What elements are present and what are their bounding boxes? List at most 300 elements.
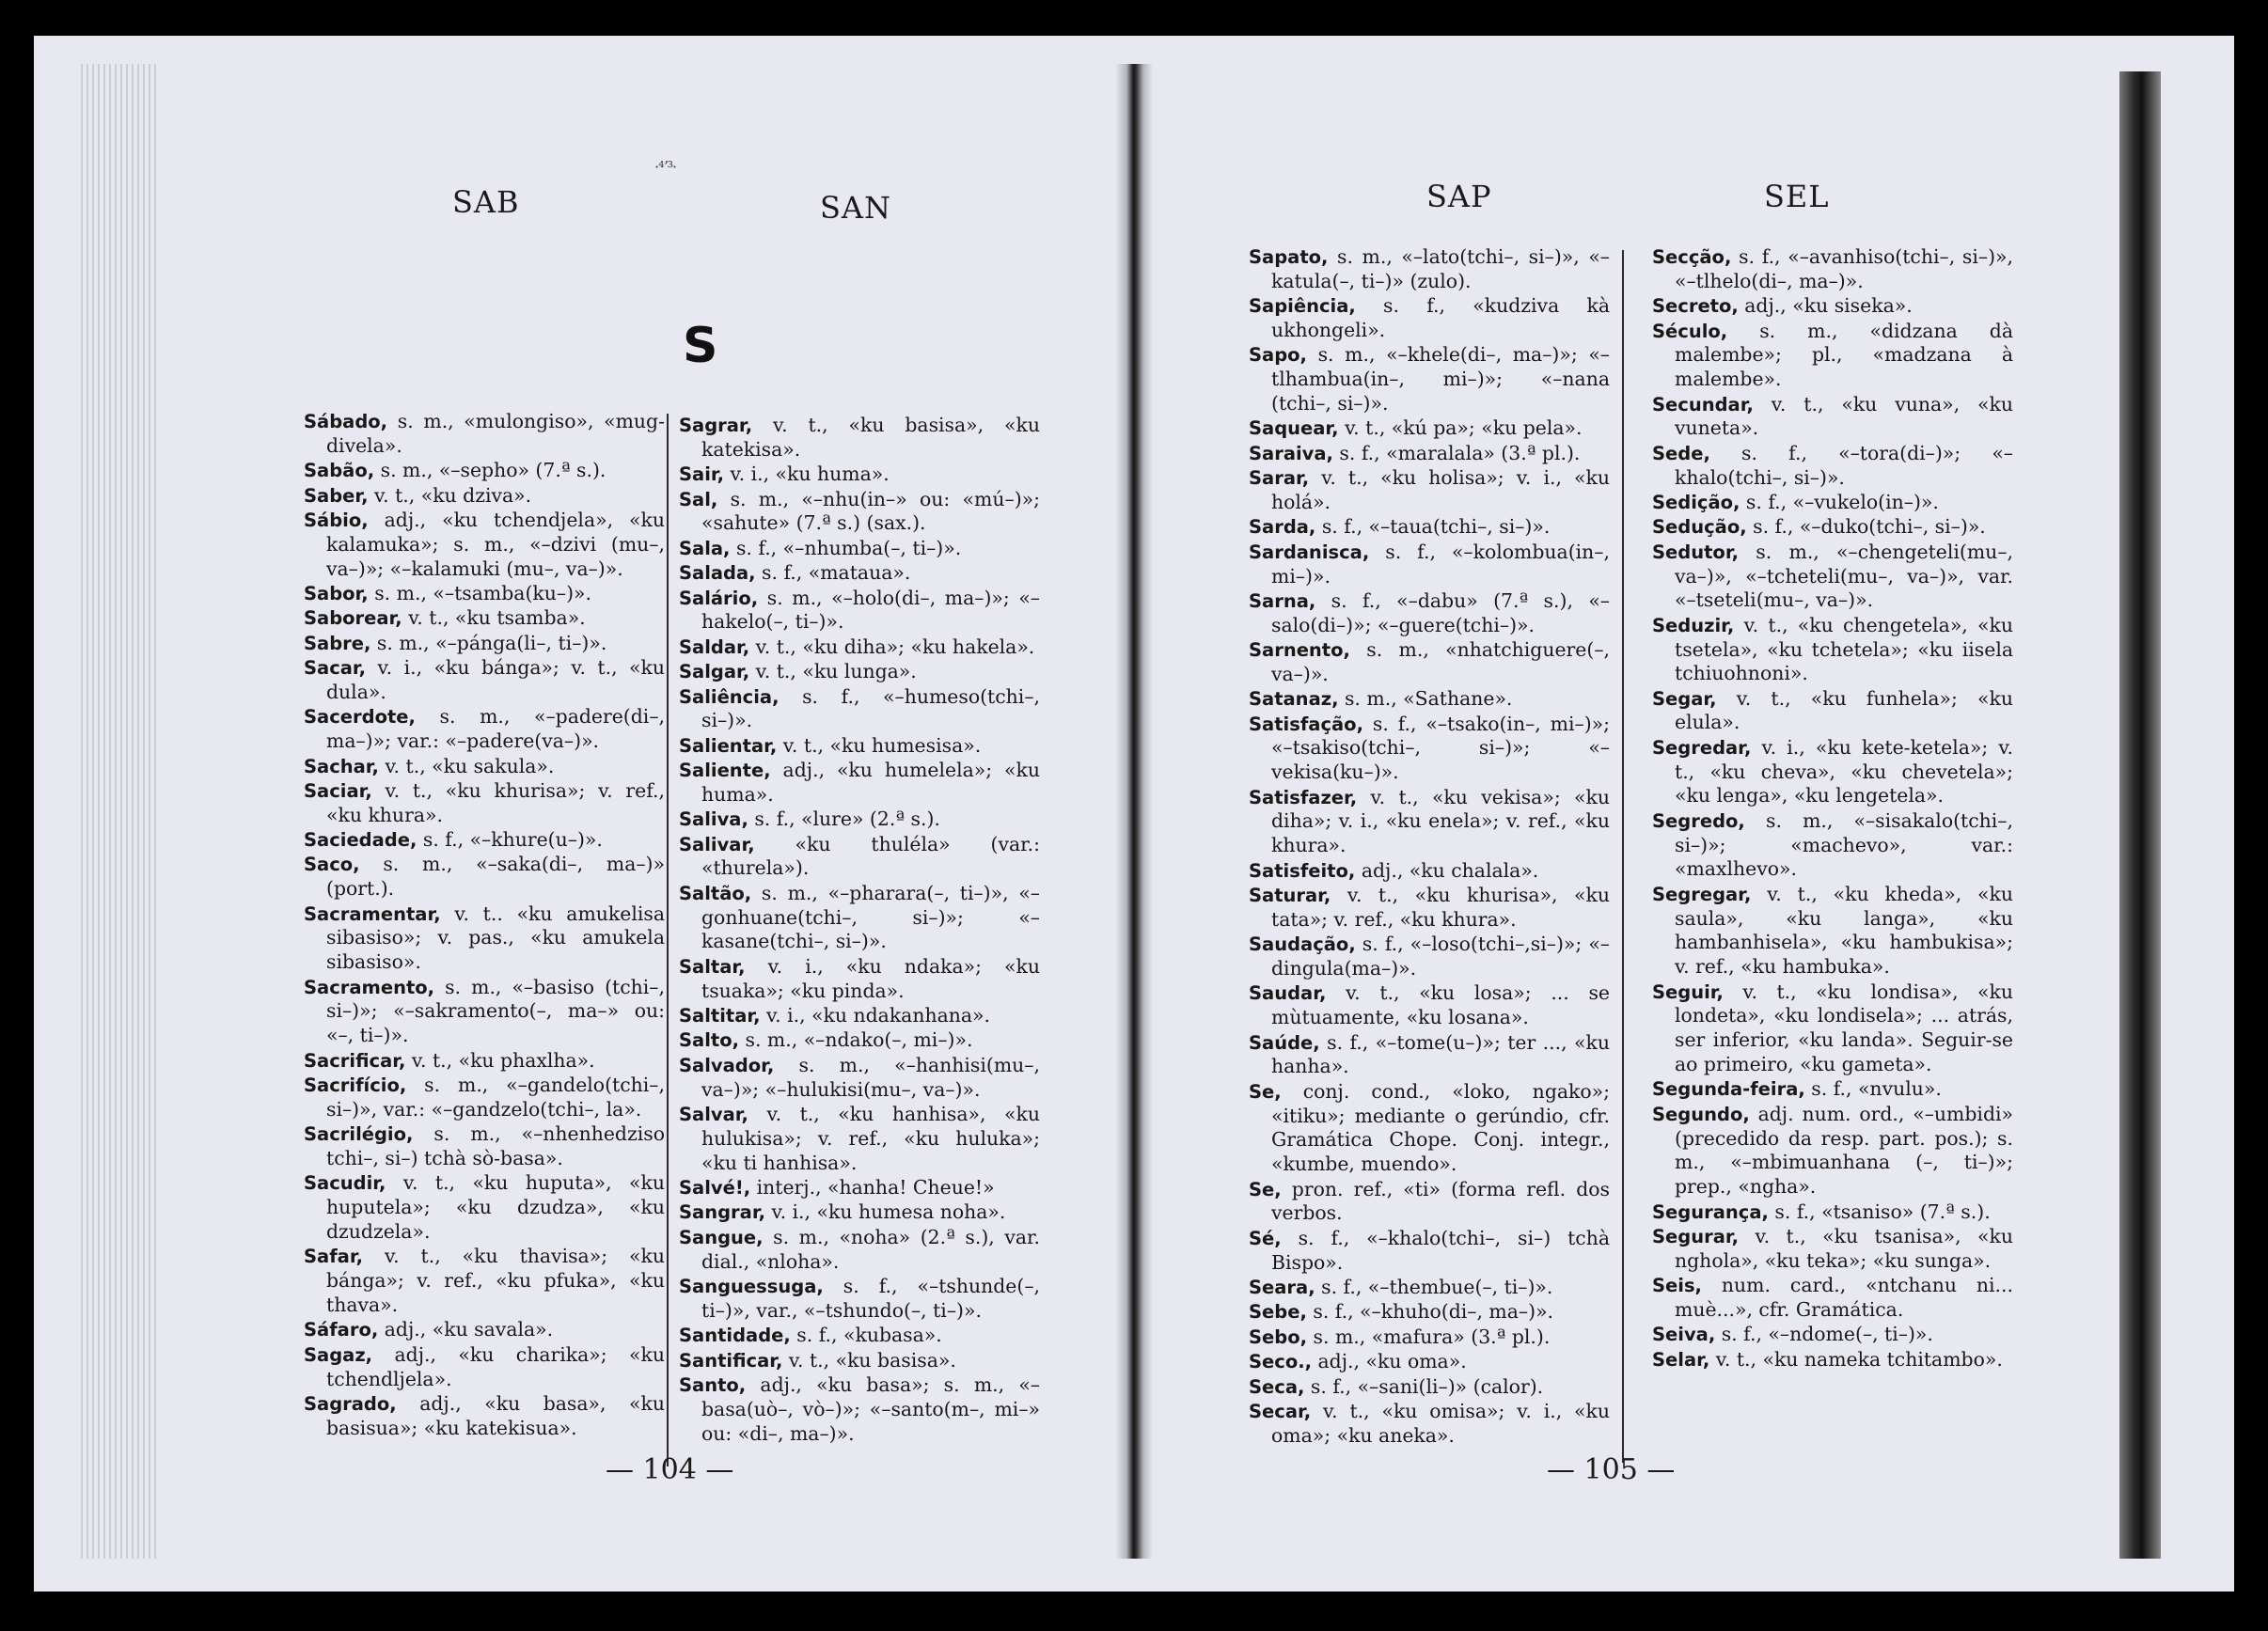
- dictionary-entry: [1652, 1348, 2013, 1372]
- entry-definition: s. m., «mafura» (3.ª pl.).: [1307, 1325, 1551, 1348]
- dictionary-entry: [679, 734, 1040, 759]
- entry-headword: Sagaz,: [304, 1343, 373, 1366]
- entry-headword: Saco,: [304, 854, 360, 876]
- entry-headword: Saltitar,: [679, 1005, 761, 1027]
- dictionary-entry: [679, 1324, 1040, 1348]
- dictionary-entry: [304, 632, 665, 656]
- dictionary-entry: [1249, 1300, 1610, 1325]
- running-head-right: SEL: [1764, 179, 1830, 214]
- entry-definition: s. f., «maralala» (3.ª pl.).: [1332, 441, 1581, 464]
- dictionary-entry: [1652, 320, 2013, 392]
- entry-definition: v. t., «ku kheda», «ku saula», «ku langa», «ku hambanhisela», «ku hambukisa»; v. ref., «ku hambuka».: [1675, 882, 2013, 979]
- page-number-104: — 104 —: [606, 1453, 734, 1486]
- dictionary-entry: [1652, 442, 2013, 491]
- entry-headword: Saudar,: [1249, 982, 1327, 1005]
- entry-headword: Sacrifício,: [304, 1074, 407, 1097]
- dictionary-entry: [679, 1349, 1040, 1373]
- entry-headword: Saraiva,: [1249, 442, 1333, 464]
- entry-headword: Sacramento,: [304, 976, 435, 998]
- dictionary-entry: [304, 755, 665, 779]
- entry-headword: Sala,: [679, 537, 731, 559]
- entry-definition: s. f., «–duko(tchi–, si–)».: [1746, 515, 1986, 539]
- entry-headword: Sábio,: [304, 509, 369, 531]
- entry-definition: adj., «ku basa», «ku basisua»; «ku katekisua».: [326, 1391, 665, 1439]
- entry-headword: Satanaz,: [1249, 688, 1339, 711]
- entry-definition: s. f., «–taua(tchi–, si–)».: [1315, 515, 1551, 539]
- dictionary-entry: [1652, 614, 2013, 686]
- entry-definition: s. f., «–thembue(–, ti–)».: [1315, 1275, 1553, 1298]
- entry-definition: v. t., «ku sakula».: [378, 754, 555, 777]
- dictionary-entry: [1249, 294, 1610, 343]
- dictionary-entry: [1249, 343, 1610, 416]
- entry-definition: «ku thuléla» (var.: «thurela»).: [701, 832, 1040, 880]
- dictionary-entry: [679, 1226, 1040, 1275]
- dictionary-entry: [304, 606, 665, 631]
- entry-definition: s. m., «–sepho» (7.ª s.).: [374, 459, 606, 482]
- entry-headword: Sábado,: [304, 411, 388, 432]
- entry-definition: adj., «ku charika»; «ku tchendljela».: [326, 1342, 665, 1390]
- entry-definition: s. m., «–pánga(li–, ti–)».: [370, 631, 607, 654]
- entry-headword: Segunda-feira,: [1652, 1078, 1805, 1101]
- running-head-left: SAB: [452, 184, 520, 220]
- dictionary-entry: [304, 459, 665, 483]
- entry-headword: Sacudir,: [304, 1172, 386, 1195]
- dictionary-entry: [1249, 466, 1610, 515]
- dictionary-entry: [1249, 1350, 1610, 1374]
- entry-headword: Saber,: [304, 484, 369, 507]
- entry-headword: Seiva,: [1652, 1324, 1716, 1346]
- entry-definition: s. m., «–basiso (tchi–, si–)»; «–sakramento(–, ma–» ou: «–, ti–)».: [326, 975, 665, 1047]
- entry-headword: Sede,: [1652, 442, 1710, 464]
- entry-headword: Sebo,: [1249, 1325, 1308, 1348]
- dictionary-entry: [1652, 1225, 2013, 1274]
- dictionary-entry: [1652, 294, 2013, 319]
- dictionary-entry: [1249, 687, 1610, 712]
- dictionary-entry: [304, 1318, 665, 1342]
- dictionary-entry: [304, 853, 665, 902]
- dictionary-entry: [679, 759, 1040, 808]
- scanned-book-spread: [34, 36, 2234, 1592]
- entry-definition: s. f., «kudziva kà ukhongeli».: [1271, 294, 1610, 341]
- entry-definition: v. t., «ku phaxlha».: [405, 1048, 595, 1072]
- entry-definition: v. t., «ku nameka tchitambo».: [1709, 1347, 2003, 1371]
- entry-definition: s. f., «–sani(li–)» (calor).: [1304, 1374, 1544, 1398]
- dictionary-entry: [1249, 713, 1610, 785]
- entry-definition: v. t., «ku tsanisa», «ku nghola», «ku teka»; «ku sunga».: [1675, 1224, 2013, 1272]
- entry-definition: v. t., «ku huputa», «ku huputela»; «ku dzudza», «ku dzudzela».: [326, 1171, 665, 1243]
- entry-definition: s. f., «–tsako(in–, mi–)»; «–tsakiso(tchi–, si–)»; «–vekisa(ku–)».: [1271, 712, 1610, 784]
- entry-definition: adj., «ku basa»; s. m., «–basa(uò–, vò–)»; «–santo(m–, mi–» ou: «di–, ma–)».: [701, 1372, 1040, 1445]
- entry-headword: Sabre,: [304, 632, 371, 654]
- dictionary-entry: [1249, 416, 1610, 441]
- entry-headword: Salto,: [679, 1029, 740, 1052]
- entry-definition: v. t., «ku omisa»; v. i., «ku oma»; «ku aneka».: [1271, 1399, 1610, 1447]
- entry-headword: Sangue,: [679, 1226, 764, 1248]
- entry-headword: Satisfazer,: [1249, 786, 1358, 808]
- dictionary-entry: [1249, 541, 1610, 589]
- dictionary-entry: [679, 1054, 1040, 1103]
- dictionary-entry: [679, 1275, 1040, 1324]
- dictionary-entry: [679, 660, 1040, 684]
- entry-definition: pron. ref., «ti» (forma refl. dos verbos.: [1271, 1177, 1610, 1225]
- dictionary-entry: [304, 976, 665, 1048]
- entry-definition: s. f., «–ndome(–, ti–)».: [1715, 1323, 1933, 1346]
- dictionary-entry: [1652, 736, 2013, 808]
- entry-headword: Sacar,: [304, 657, 367, 680]
- dictionary-entry: [1652, 687, 2013, 736]
- dictionary-entry: [1652, 980, 2013, 1077]
- dictionary-entry: [1249, 786, 1610, 858]
- entry-headword: Secundar,: [1652, 393, 1754, 416]
- entry-headword: Se,: [1249, 1080, 1282, 1103]
- entry-definition: s. m., «didzana dà malembe»; pl., «madzana à malembe».: [1675, 319, 2013, 391]
- entry-definition: v. t., «ku vekisa»; «ku diha»; v. i., «ku enela»; v. ref., «ku khura».: [1271, 785, 1610, 857]
- entry-definition: v. t., «ku hanhisa», «ku hulukisa»; v. ref., «ku huluka»; «ku ti hanhisa».: [701, 1103, 1040, 1174]
- entry-definition: s. m., «–lato(tchi–, si–)», «–katula(–, ti–)» (zulo).: [1271, 245, 1610, 292]
- entry-headword: Sebe,: [1249, 1301, 1307, 1324]
- running-head-right: SAN: [820, 190, 892, 226]
- dictionary-entry: [679, 882, 1040, 954]
- entry-definition: v. t., «ku dziva».: [368, 483, 532, 507]
- dictionary-entry: [1249, 981, 1610, 1030]
- entry-headword: Sachar,: [304, 755, 379, 777]
- dictionary-entry: [1652, 883, 2013, 980]
- dictionary-entry: [1652, 809, 2013, 882]
- entry-headword: Safar,: [304, 1246, 364, 1268]
- right-page-column-1: [1249, 245, 1610, 1449]
- dictionary-entry: [1652, 1103, 2013, 1200]
- dictionary-entry: [1652, 491, 2013, 515]
- right-page: [1129, 36, 2234, 1592]
- entry-headword: Saltão,: [679, 882, 752, 904]
- entry-headword: Saltar,: [679, 955, 746, 978]
- entry-definition: s. f., «–tora(di–)»; «–khalo(tchi–, si–)».: [1675, 441, 2013, 489]
- entry-headword: Secção,: [1652, 246, 1732, 268]
- entry-headword: Saudação,: [1249, 933, 1356, 956]
- entry-headword: Sanguessuga,: [679, 1275, 824, 1297]
- entry-headword: Saúde,: [1249, 1031, 1320, 1054]
- dictionary-entry: [1249, 933, 1610, 981]
- entry-definition: s. m., «–padere(di–, ma–)»; var.: «–padere(va–)».: [326, 705, 665, 753]
- entry-headword: Seco.,: [1249, 1351, 1313, 1373]
- entry-headword: Se,: [1249, 1178, 1282, 1200]
- entry-definition: s. m., «noha» (2.ª s.), var. dial., «nloha».: [701, 1225, 1040, 1273]
- dictionary-entry: [679, 537, 1040, 561]
- left-page: [34, 36, 1129, 1592]
- entry-headword: Sarar,: [1249, 467, 1310, 490]
- entry-definition: v. t., «ku lunga».: [749, 660, 917, 683]
- entry-headword: Sabão,: [304, 460, 375, 482]
- entry-definition: s. m., «–ndako(–, mi–)».: [739, 1028, 973, 1052]
- dictionary-entry: [1652, 541, 2013, 613]
- entry-definition: s. m., «–nhu(in–» ou: «mú–)»; «sahute» (7.ª s.) (sax.).: [701, 487, 1040, 535]
- entry-definition: s. m., «–hanhisi(mu–, va–)»; «–hulukisi(mu–, va–)».: [701, 1053, 1040, 1101]
- entry-headword: Sáfaro,: [304, 1319, 379, 1341]
- dictionary-entry: [1249, 1325, 1610, 1350]
- entry-headword: Saldar,: [679, 635, 750, 658]
- entry-definition: adj., «ku savala».: [378, 1318, 554, 1341]
- entry-definition: v. t.. «ku amukelisa sibasiso»; v. pas., «ku amukela sibasiso».: [326, 902, 665, 974]
- entry-headword: Sedutor,: [1652, 541, 1739, 563]
- entry-headword: Sardanisca,: [1249, 541, 1370, 563]
- entry-headword: Saliente,: [679, 760, 771, 782]
- dictionary-entry: [1249, 884, 1610, 933]
- entry-headword: Sedição,: [1652, 491, 1740, 513]
- entry-definition: adj., «ku humelela»; «ku huma».: [701, 759, 1040, 806]
- section-letter: S: [683, 318, 718, 374]
- entry-definition: s. m., «–khele(di–, ma–)»; «–tlhambua(in–, mi–)»; «–nana (tchi–, si–)».: [1271, 343, 1610, 415]
- dictionary-entry: [1249, 859, 1610, 884]
- entry-headword: Sedução,: [1652, 516, 1747, 539]
- entry-definition: s. f., «nvulu».: [1804, 1077, 1942, 1101]
- entry-headword: Sapiência,: [1249, 295, 1356, 318]
- running-head-left: SAP: [1426, 179, 1492, 214]
- entry-definition: v. t., «ku basisa», «ku katekisa».: [701, 414, 1040, 461]
- dictionary-entry: [304, 1245, 665, 1317]
- entry-definition: v. i., «ku ndakanhana».: [760, 1004, 991, 1027]
- entry-definition: s. m., «–sisakalo(tchi–, si–)»; «machevo», var.: «maxlhevo».: [1675, 808, 2013, 881]
- dictionary-entry: [304, 1122, 665, 1171]
- entry-headword: Saliência,: [679, 685, 780, 708]
- entry-headword: Selar,: [1652, 1348, 1710, 1371]
- entry-headword: Segundo,: [1652, 1103, 1750, 1125]
- entry-headword: Segregar,: [1652, 883, 1752, 905]
- entry-headword: Sarda,: [1249, 516, 1316, 539]
- dictionary-entry: [679, 808, 1040, 832]
- entry-definition: s. f., «–avanhiso(tchi–, si–)», «–tlhelo(di–, ma–)».: [1675, 245, 2013, 292]
- entry-definition: num. card., «ntchanu ni... muè...», cfr. Gramática.: [1675, 1274, 2013, 1321]
- dictionary-entry: [1249, 1276, 1610, 1300]
- dictionary-entry: [1652, 1077, 2013, 1102]
- entry-definition: s. f., «–tome(u–)»; ter ..., «ku hanha».: [1271, 1030, 1610, 1078]
- dictionary-entry: [679, 587, 1040, 635]
- entry-definition: v. i., «ku bánga»; v. t., «ku dula».: [326, 656, 665, 703]
- entry-headword: Sacrilégio,: [304, 1123, 414, 1146]
- dictionary-entry: [679, 463, 1040, 487]
- entry-headword: Santo,: [679, 1373, 747, 1396]
- dictionary-entry: [679, 561, 1040, 586]
- entry-definition: adj., «ku siseka».: [1738, 294, 1913, 318]
- entry-headword: Segredar,: [1652, 736, 1752, 759]
- dictionary-entry: [304, 656, 665, 705]
- entry-definition: s. f., «–nhumba(–, ti–)».: [730, 536, 962, 559]
- entry-headword: Segredo,: [1652, 809, 1745, 832]
- dictionary-entry: [1652, 245, 2013, 294]
- entry-definition: v. t., «ku chengetela», «ku tsetela», «ku tchetela»; «ku iisela tchiuohnoni».: [1675, 613, 2013, 685]
- entry-definition: s. f., «–khure(u–)».: [417, 828, 603, 852]
- dictionary-entry: [1249, 1227, 1610, 1276]
- entry-headword: Sé,: [1249, 1227, 1282, 1249]
- entry-headword: Salgar,: [679, 661, 750, 683]
- dictionary-entry: [1652, 1323, 2013, 1347]
- entry-definition: s. f., «–tshunde(–, ti–)», var., «–tshundo(–, ti–)».: [701, 1274, 1040, 1322]
- entry-definition: v. i., «ku humesa noha».: [764, 1200, 1006, 1224]
- dictionary-entry: [1249, 1080, 1610, 1177]
- entry-headword: Sacerdote,: [304, 706, 416, 729]
- entry-definition: s. m., «–chengeteli(mu–, va–)», «–tcheteli(mu–, va–)», var. «–tseteli(mu–, va–)».: [1675, 540, 2013, 612]
- entry-definition: s. m., «–tsamba(ku–)».: [368, 581, 591, 604]
- dictionary-entry: [679, 1004, 1040, 1028]
- column-rule: [667, 414, 669, 1466]
- dictionary-entry: [304, 779, 665, 828]
- entry-headword: Sabor,: [304, 582, 369, 604]
- entry-headword: Salada,: [679, 562, 756, 585]
- entry-headword: Satisfeito,: [1249, 859, 1356, 882]
- entry-definition: adj., «ku chalala».: [1355, 858, 1539, 882]
- entry-headword: Segurança,: [1652, 1200, 1769, 1223]
- entry-definition: v. t., «ku holisa»; v. i., «ku holá».: [1271, 466, 1610, 513]
- ink-smudge: ·⁴ʼ³·: [654, 158, 677, 176]
- entry-headword: Salvé!,: [679, 1176, 751, 1199]
- page-number-105: — 105 —: [1547, 1453, 1676, 1486]
- entry-headword: Salientar,: [679, 734, 778, 757]
- entry-headword: Sagrado,: [304, 1392, 397, 1415]
- entry-definition: s. f., «–dabu» (7.ª s.), «–salo(di–)»; «–guere(tchi–)».: [1271, 588, 1610, 636]
- entry-definition: s. f., «lure» (2.ª s.).: [748, 808, 940, 831]
- dictionary-entry: [1249, 589, 1610, 638]
- entry-headword: Saturar,: [1249, 885, 1331, 907]
- entry-definition: s. m., «Sathane».: [1338, 687, 1513, 711]
- entry-definition: s. f., «tsaniso» (7.ª s.).: [1768, 1200, 1991, 1223]
- entry-definition: s. f., «kubasa».: [790, 1324, 942, 1347]
- dictionary-entry: [679, 955, 1040, 1004]
- entry-definition: s. m., «–holo(di–, ma–)»; «–hakelo(–, ti–)».: [701, 586, 1040, 634]
- entry-headword: Salivar,: [679, 833, 755, 855]
- dictionary-entry: [1249, 1178, 1610, 1227]
- entry-headword: Sair,: [679, 463, 725, 486]
- entry-headword: Sarnento,: [1249, 639, 1350, 662]
- entry-definition: v. t., «ku vuna», «ku vuneta».: [1675, 392, 2013, 440]
- dictionary-entry: [1249, 245, 1610, 294]
- dictionary-entry: [304, 705, 665, 754]
- entry-definition: s. f., «–vukelo(in–)».: [1740, 490, 1939, 513]
- entry-definition: s. m., «–gandelo(tchi–, si–)», var.: «–gandzelo(tchi–, la».: [326, 1074, 665, 1121]
- entry-headword: Seara,: [1249, 1276, 1315, 1298]
- entry-headword: Saquear,: [1249, 417, 1339, 440]
- dictionary-entry: [304, 509, 665, 581]
- dictionary-entry: [679, 1103, 1040, 1175]
- entry-headword: Seca,: [1249, 1375, 1305, 1398]
- dictionary-entry: [679, 1200, 1040, 1225]
- dictionary-entry: [679, 414, 1040, 463]
- entry-definition: conj. cond., «loko, ngako»; «itiku»; mediante o gerúndio, cfr. Gramática Chope. Conj. integr., «kumbe, muendo».: [1271, 1079, 1610, 1176]
- entry-headword: Salvar,: [679, 1104, 748, 1125]
- entry-definition: s. m., «mulongiso», «mug-divela».: [326, 410, 665, 457]
- entry-headword: Sangrar,: [679, 1201, 765, 1224]
- entry-definition: v. t., «kú pa»; «ku pela».: [1338, 416, 1583, 440]
- entry-headword: Seis,: [1652, 1275, 1702, 1297]
- entry-definition: adj. num. ord., «–umbidi» (precedido da resp. part. pos.); s. m., «–mbimuanhana (–, ti–)»; prep., «ngha».: [1675, 1102, 2013, 1199]
- dictionary-entry: [1249, 515, 1610, 540]
- left-page-column-2: [679, 414, 1040, 1447]
- entry-headword: Seduzir,: [1652, 614, 1735, 636]
- dictionary-entry: [1652, 515, 2013, 540]
- entry-definition: s. m., «–saka(di–, ma–)» (port.).: [326, 853, 665, 901]
- dictionary-entry: [679, 833, 1040, 882]
- entry-headword: Saciedade,: [304, 829, 417, 852]
- dictionary-entry: [1652, 393, 2013, 442]
- entry-headword: Saciar,: [304, 779, 372, 802]
- entry-definition: s. m., «nhatchiguere(–, va–)».: [1271, 638, 1610, 685]
- entry-headword: Sapo,: [1249, 344, 1307, 367]
- entry-headword: Século,: [1652, 320, 1728, 342]
- right-page-column-2: [1652, 245, 2013, 1372]
- entry-definition: s. m., «–nhenhedziso tchi–, si–) tchà sò-basa».: [326, 1122, 665, 1169]
- entry-headword: Sacramentar,: [304, 902, 441, 925]
- entry-definition: v. t., «ku londisa», «ku londeta», «ku londisela»; ... atrás, ser inferior, «ku landa». Seguir-se ao primeiro, «ku gameta».: [1675, 980, 2013, 1076]
- entry-definition: v. t., «ku khurisa», «ku tata»; v. ref., «ku khura».: [1271, 884, 1610, 931]
- entry-definition: v. t., «ku funhela»; «ku elula».: [1675, 686, 2013, 734]
- dictionary-entry: [679, 1176, 1040, 1200]
- entry-headword: Saliva,: [679, 808, 748, 831]
- left-page-column-1: [304, 410, 665, 1441]
- entry-definition: s. f., «–kolombua(in–, mi–)».: [1271, 540, 1610, 588]
- dictionary-entry: [1249, 638, 1610, 687]
- entry-headword: Seguir,: [1652, 980, 1724, 1003]
- dictionary-entry: [1249, 1400, 1610, 1449]
- entry-headword: Salário,: [679, 587, 759, 609]
- entry-definition: adj., «ku tchendjela», «ku kalamuka»; s. m., «–dzivi (mu–, va–)»; «–kalamuki (mu–, va–)».: [326, 508, 665, 580]
- dictionary-entry: [304, 1343, 665, 1392]
- entry-headword: Segar,: [1652, 687, 1717, 710]
- entry-definition: adj., «ku oma».: [1312, 1350, 1467, 1373]
- entry-definition: s. f., «–loso(tchi–,si–)»; «–dingula(ma–)».: [1271, 933, 1610, 980]
- entry-headword: Sal,: [679, 488, 718, 510]
- dictionary-entry: [679, 635, 1040, 660]
- entry-definition: v. i., «ku kete-ketela»; v. t., «ku cheva», «ku chevetela»; «ku lenga», «ku lengetela».: [1675, 735, 2013, 808]
- entry-definition: v. i., «ku huma».: [724, 463, 890, 486]
- dictionary-entry: [304, 1049, 665, 1074]
- entry-headword: Secar,: [1249, 1400, 1312, 1422]
- entry-definition: s. m., «–pharara(–, ti–)», «–gonhuane(tchi–, si–)»; «–kasane(tchi–, si–)».: [701, 881, 1040, 953]
- dictionary-entry: [679, 488, 1040, 537]
- entry-definition: s. f., «–khuho(di–, ma–)».: [1306, 1300, 1554, 1324]
- entry-headword: Saborear,: [304, 607, 402, 630]
- dictionary-entry: [304, 410, 665, 459]
- dictionary-entry: [1249, 1375, 1610, 1400]
- entry-definition: v. t., «ku basisa».: [782, 1348, 956, 1372]
- dictionary-entry: [679, 1028, 1040, 1053]
- dictionary-entry: [304, 828, 665, 853]
- entry-definition: s. f., «–khalo(tchi–, si–) tchà Bispo».: [1271, 1226, 1610, 1274]
- entry-headword: Sarna,: [1249, 589, 1316, 612]
- entry-headword: Segurar,: [1652, 1225, 1740, 1247]
- entry-headword: Sagrar,: [679, 415, 753, 436]
- entry-headword: Satisfação,: [1249, 713, 1363, 735]
- entry-headword: Sapato,: [1249, 246, 1329, 268]
- entry-definition: v. t., «ku tsamba».: [402, 606, 586, 630]
- entry-headword: Santidade,: [679, 1325, 791, 1347]
- dictionary-entry: [304, 1392, 665, 1441]
- entry-definition: v. i., «ku ndaka»; «ku tsuaka»; «ku pinda».: [701, 954, 1040, 1002]
- dictionary-entry: [304, 902, 665, 975]
- entry-headword: Sacrificar,: [304, 1049, 406, 1072]
- dictionary-entry: [679, 1373, 1040, 1446]
- entry-definition: interj., «hanha! Cheue!»: [750, 1175, 995, 1199]
- dictionary-entry: [304, 1074, 665, 1122]
- dictionary-entry: [679, 685, 1040, 734]
- dictionary-entry: [1652, 1274, 2013, 1323]
- entry-definition: s. f., «mataua».: [755, 561, 911, 585]
- dictionary-entry: [1249, 1031, 1610, 1080]
- entry-definition: s. f., «–humeso(tchi–, si–)».: [701, 684, 1040, 732]
- entry-definition: v. t., «ku humesisa».: [777, 733, 982, 757]
- column-rule: [1622, 250, 1624, 1463]
- entry-definition: v. t., «ku losa»; ... se mùtuamente, «ku losana».: [1271, 981, 1610, 1029]
- entry-headword: Santificar,: [679, 1349, 783, 1372]
- entry-definition: v. t., «ku khurisa»; v. ref., «ku khura».: [326, 778, 665, 826]
- entry-definition: v. t., «ku diha»; «ku hakela».: [749, 635, 1035, 658]
